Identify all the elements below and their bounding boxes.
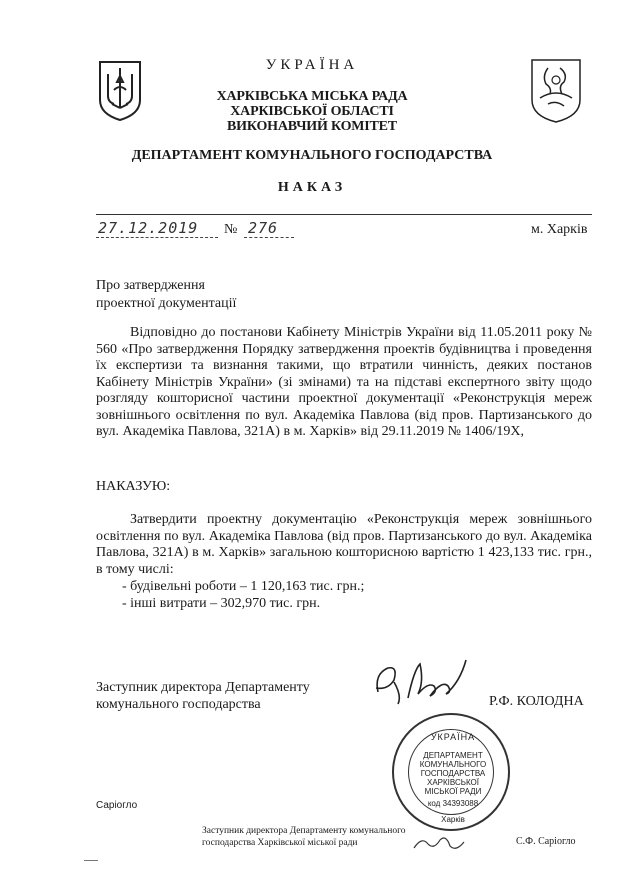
signer-position-line1: Заступник директора Департаменту: [96, 680, 310, 695]
council-name-line3: ВИКОНАВЧИЙ КОМІТЕТ: [227, 119, 397, 134]
approval-line2: господарства Харківської міської ради: [202, 838, 358, 848]
number-sign: №: [224, 222, 238, 237]
country-title: УКРАЇНА: [265, 57, 359, 73]
approval-name: С.Ф. Саріогло: [516, 836, 576, 847]
signer-position-line2: комунального господарства: [96, 697, 261, 712]
stamp-line2: КОМУНАЛЬНОГО: [419, 760, 487, 769]
approval-line1: Заступник директора Департаменту комунального: [202, 826, 406, 836]
page-mark: [84, 860, 98, 861]
preamble-paragraph: Відповідно до постанови Кабінету Міністрів України від 11.05.2011 року № 560 «Про затвердження Порядку затвердження проектів будівництва і проведення їх експертизи та визнання такими, що втратили чинність, деяких постанов Кабінету Міністрів України» (зі змінами) та на підставі експертного звіту щодо розгляду кошторисної частини проектної документації «Реконструкція мереж зовнішнього освітлення по вул. Академіка Павлова (від пров. Партизанського до вул. Академіка Павлова, 321А) в м. Харків» від 29.11.2019 № 1406/19Х,: [96, 325, 592, 439]
council-name-line1: ХАРКІВСЬКА МІСЬКА РАДА: [216, 89, 408, 104]
stamp-line5: МІСЬКОЇ РАДИ: [424, 787, 482, 796]
stamp-line1: ДЕПАРТАМЕНТ: [423, 751, 483, 760]
stamp-line3: ГОСПОДАРСТВА: [420, 769, 486, 778]
stamp-ring-top: УКРАЇНА: [430, 732, 476, 742]
order-paragraph: Затвердити проектну документацію «Реконструкція мереж зовнішнього освітлення по вул. Академіка Павлова (від пров. Партизанського до вул. Академіка Павлова, 321А) в м. Харків» загальною кошторисною вартістю 1 423,133 тис. грн., в тому числі:: [96, 512, 592, 577]
header-divider: [96, 214, 592, 215]
handwritten-signature: [368, 652, 478, 712]
city-name: м. Харків: [531, 222, 588, 237]
date-underline: [96, 237, 218, 238]
subject-line2: проектної документації: [96, 296, 237, 311]
order-date: 27.12.2019: [98, 219, 199, 237]
number-underline: [244, 237, 294, 238]
department-title: ДЕПАРТАМЕНТ КОМУНАЛЬНОГО ГОСПОДАРСТВА: [131, 148, 493, 163]
executor-name: Саріогло: [96, 800, 138, 811]
document-type: НАКАЗ: [277, 180, 347, 195]
order-number: 276: [248, 219, 279, 237]
order-word: НАКАЗУЮ:: [96, 479, 171, 494]
approval-signature: [412, 832, 472, 854]
council-name-line2: ХАРКІВСЬКОЇ ОБЛАСТІ: [230, 104, 394, 119]
stamp-code: код 34393088: [427, 799, 479, 808]
subject-line1: Про затвердження: [96, 278, 205, 293]
cost-item-other: - інші витрати – 302,970 тис. грн.: [122, 596, 321, 611]
official-stamp: [392, 713, 510, 831]
stamp-line4: ХАРКІВСЬКОЇ: [426, 778, 479, 787]
stamp-ring-bottom: Харків: [441, 815, 465, 824]
cost-item-construction: - будівельні роботи – 1 120,163 тис. грн.;: [122, 579, 365, 594]
signer-name: Р.Ф. КОЛОДНА: [489, 694, 584, 709]
